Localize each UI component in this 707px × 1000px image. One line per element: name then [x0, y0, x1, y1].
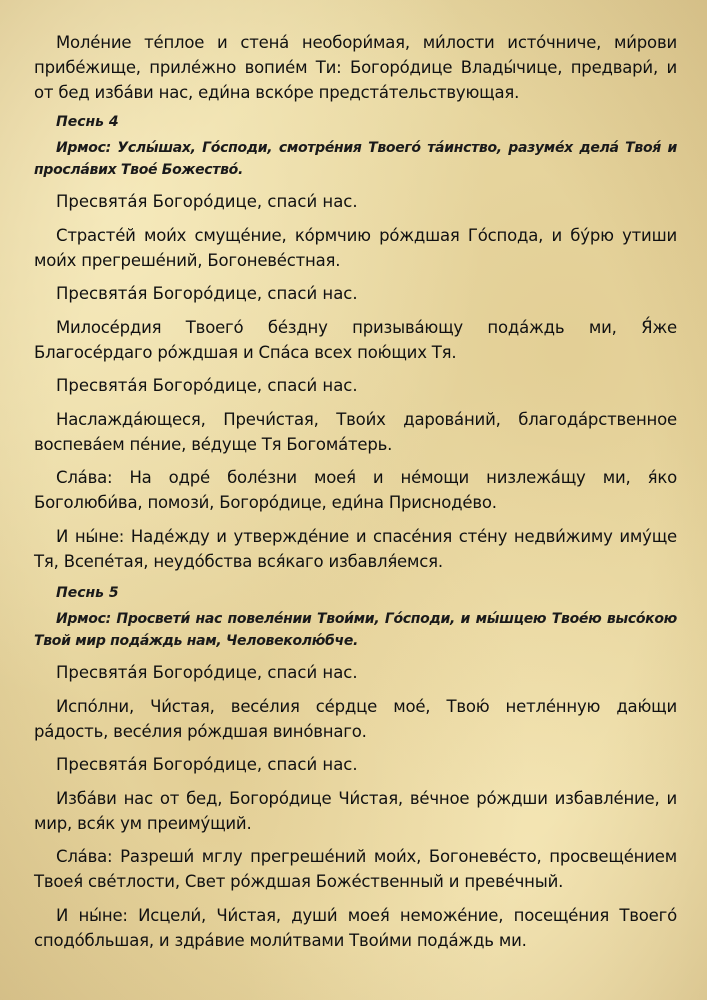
ode-4-irmos: Ирмос: Услы́шах, Го́споди, смотре́ния Твоего́ та́инство, разуме́х дела́ Твоя́ и просла́вих Твое́ Божество́.	[34, 140, 677, 178]
troparion: Страсте́й мои́х смуще́ние, ко́рмчию ро́ждшая Го́спода, и бу́рю утиши мои́х прегреше́ний, Богоневе́стная.	[34, 225, 677, 270]
ode-4-heading: Песнь 4	[56, 114, 119, 130]
theotokion: И ны́не: Наде́жду и утвержде́ние и спасе́ния сте́ну недви́жиму иму́ще Тя, Всепе́тая, неудо́бства вся́каго избавля́емся.	[34, 526, 677, 571]
troparion: Наслажда́ющеся, Пречи́стая, Твои́х дарова́ний, благода́рственное воспева́ем пе́ние, ве́дуще Тя Богома́терь.	[34, 409, 677, 454]
refrain: Пресвята́я Богоро́дице, спаси́ нас.	[56, 663, 358, 682]
theotokion: И ны́не: Исцели́, Чи́стая, души́ моея́ неможе́ние, посеще́ния Твоего́ сподо́бльшая, и здра́вие моли́твами Твои́ми пода́ждь ми.	[34, 905, 677, 950]
glory-troparion: Сла́ва: На одре́ боле́зни моея́ и не́мощи низлежа́щу ми, я́ко Боголюби́ва, помози́, Богоро́дице, еди́на Присноде́во.	[34, 468, 677, 512]
closing-troparion: Моле́ние те́плое и стена́ необори́мая, ми́лости исто́чниче, ми́рови прибе́жище, приле́жно вопие́м Ти: Богоро́дице Влады́чице, предвари́, и от бед изба́ви нас, еди́на вско́ре предста́тельствующая.	[34, 33, 677, 102]
troparion: Испо́лни, Чи́стая, весе́лия се́рдце мое́, Твою́ нетле́нную даю́щи ра́дость, весе́лия ро́ждшая вино́внаго.	[34, 696, 677, 741]
refrain: Пресвята́я Богоро́дице, спаси́ нас.	[56, 192, 358, 211]
troparion: Милосе́рдия Твоего́ бе́здну призыва́ющу пода́ждь ми, Я́же Благосе́рдаго ро́ждшая и Спа́са всех пою́щих Тя.	[34, 317, 677, 362]
refrain: Пресвята́я Богоро́дице, спаси́ нас.	[56, 755, 358, 774]
troparion: Изба́ви нас от бед, Богоро́дице Чи́стая, ве́чное ро́ждши избавле́ние, и мир, вся́к ум преиму́щий.	[34, 788, 677, 833]
ode-5-irmos: Ирмос: Просвети́ нас повеле́нии Твои́ми, Го́споди, и мы́шцею Твое́ю высо́кою Твой мир пода́ждь нам, Человеколю́бче.	[34, 611, 677, 649]
refrain: Пресвята́я Богоро́дице, спаси́ нас.	[56, 376, 358, 395]
refrain: Пресвята́я Богоро́дице, спаси́ нас.	[56, 284, 358, 303]
ode-5-heading: Песнь 5	[56, 585, 119, 601]
glory-troparion: Сла́ва: Разреши́ мглу прегреше́ний мои́х, Богоневе́сто, просвеще́нием Твоея́ све́тлости, Свет ро́ждшая Боже́ственный и преве́чный.	[34, 847, 677, 891]
